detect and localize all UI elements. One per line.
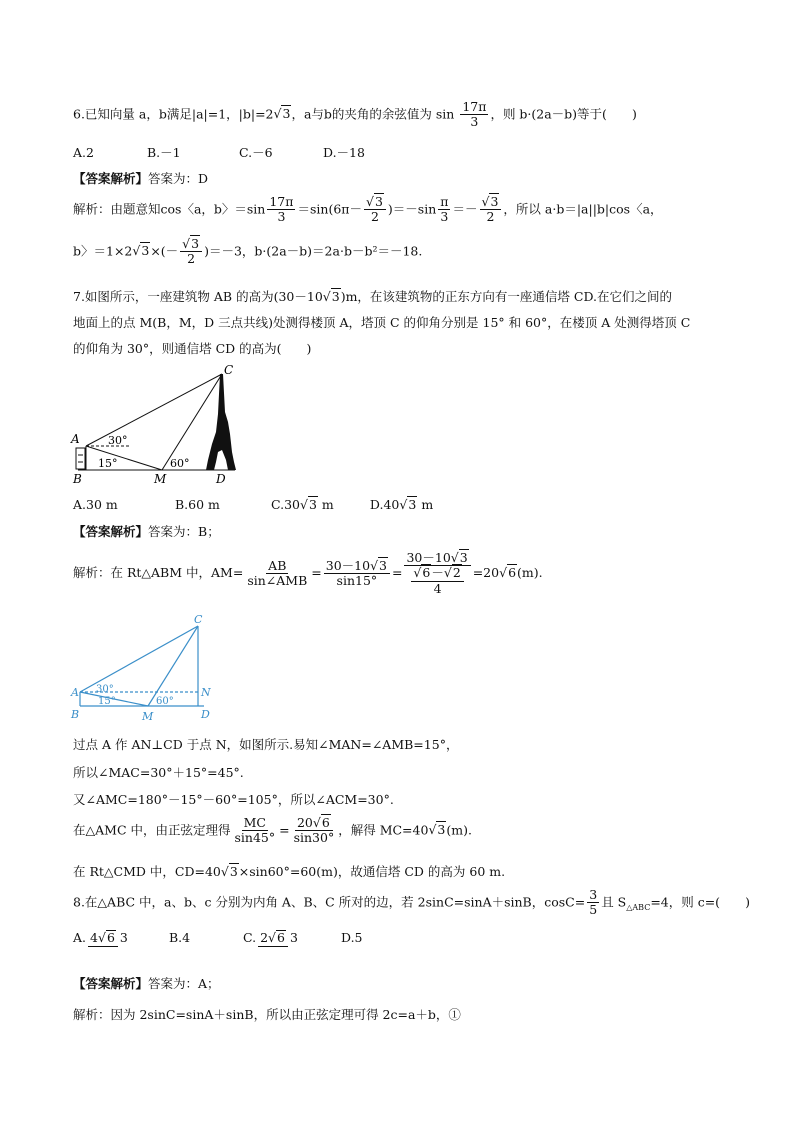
q6-options [73,143,365,161]
option-a: A.2 [73,145,94,160]
angle-60: 60° [156,696,174,707]
q7-solution-line5: 在△AMC 中，由正弦定理得 $\frac{MC}{\sin 45^\circ}$ = $\frac{20√6}{\sin 30^\circ}$ ，解得 MC=40√3(m). [73,815,472,846]
q7-figure-2 [70,612,220,722]
q7-solution-line1: 解析：在 Rt△ABM 中，AM= $\frac{AB}{\text{sin∠AMB}}$ = $\frac{30-10√3}{\sin 15^\circ}$ = $\frac{30-10√3}{\frac{√6-√2}{4}}$ =20√6(m). [73,550,543,596]
label-a: A [71,432,80,446]
label-d: D [216,472,226,486]
q7-solution-line6: 在 Rt△CMD 中，CD=40√3×sin60°=60(m)，故通信塔 CD 的高为 60 m. [73,864,506,879]
label-m: M [142,710,154,722]
q6-answer: 【答案解析】答案为：D [73,171,209,186]
q8-stem: 8.在△ABC 中，a、b、c 分别为内角 A、B、C 所对的边，若 2sinC=sinA＋sinB，cosC= $\frac{3}{5}$ 且 $S_{\triangle ABC}=4$，则 c=( ) [73,887,750,918]
q7-solution-line2: 过点 A 作 AN⊥CD 于点 N，如图所示.易知∠MAN=∠AMB=15°， [73,737,459,752]
label-b: B [73,472,82,486]
angle-15: 15° [98,457,118,470]
q6-stem: 6.已知向量 a，b满足|a|=1，|b|=2√3，a与b的夹角的余弦值为 sin $\frac{17\pi}{3}$ ，则 b·(2a－b)等于( ) [73,99,637,130]
q7-stem-line1: 7.如图所示，一座建筑物 AB 的高为(30－10√3)m，在该建筑物的正东方向有一座通信塔 CD.在它们之间的 [73,289,673,304]
angle-30: 30° [108,434,128,447]
q7-stem-line3: 的仰角为 30°，则通信塔 CD 的高为( ) [73,341,312,356]
option-c: C.－6 [239,145,273,160]
label-m: M [154,472,167,486]
q7-options: A.30 m B.60 m C.30√3 m D.40√3 m [73,497,434,512]
tower-silhouette [206,374,236,470]
q8-answer: 【答案解析】答案为：A； [73,976,220,991]
q6-solution-line1: 解析：由题意知cos〈a，b〉＝sin $\frac{17\pi}{3}$ ＝sin(6π－ $\frac{√3}{2}$ )＝－sin $\frac{\pi}{3}$ ＝－ $\frac{√3}{2}$ ，所以 a·b＝|a||b|cos〈a， [73,194,663,225]
q7-figure-1 [70,362,245,487]
q8-solution-line1: 解析：因为 2sinC=sinA＋sinB，所以由正弦定理可得 2c=a＋b，① [73,1007,461,1022]
option-d: D.－18 [323,145,365,160]
fraction: $\frac{17\pi}{3}$ [462,99,487,130]
label-c: C [224,363,234,377]
option-b: B.－1 [147,145,181,160]
angle-15: 15° [98,696,116,707]
q7-stem-line2: 地面上的点 M(B，M，D 三点共线)处测得楼顶 A，塔顶 C 的仰角分别是 15° 和 60°，在楼顶 A 处测得塔顶 C [73,315,691,330]
q7-solution-line3: 所以∠MAC=30°＋15°=45°. [73,765,244,780]
q6-solution-line2: b〉＝1×2√3×(－ $\frac{√3}{2}$ )＝－3，b·(2a－b)＝2a·b－b²＝－18. [73,236,423,267]
angle-60: 60° [170,457,190,470]
q7-answer: 【答案解析】答案为：B； [73,524,220,539]
sqrt: √3 [273,106,291,122]
label-n: N [201,686,211,699]
q7-solution-line4: 又∠AMC=180°－15°－60°=105°，所以∠ACM=30°. [73,792,394,807]
angle-30: 30° [96,684,114,695]
label-a: A [71,686,79,699]
label-b: B [71,708,80,721]
label-d: D [201,708,210,721]
label-c: C [194,613,203,626]
q8-options: A. 4√6 3 B.4 C. 2√6 3 D.5 [73,930,363,946]
